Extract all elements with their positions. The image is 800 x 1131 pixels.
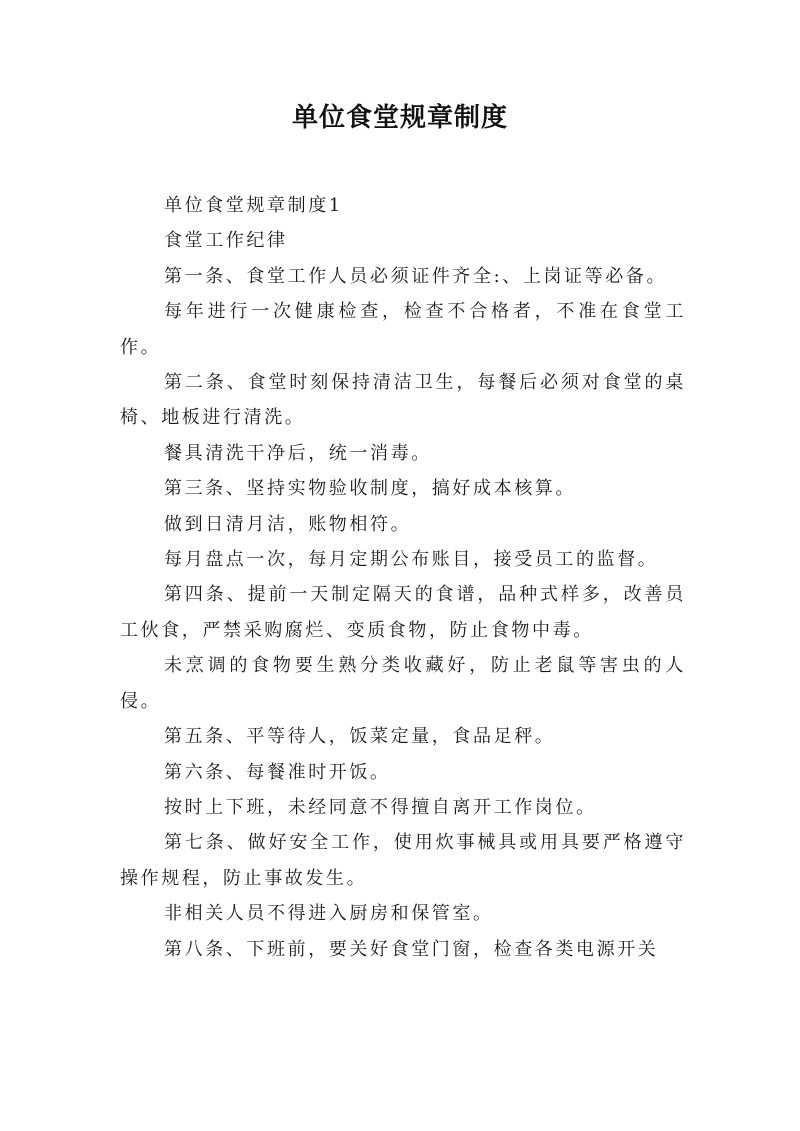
paragraph: 第三条、坚持实物验收制度，搞好成本核算。 [164, 478, 576, 500]
paragraph: 餐具清洗干净后，统一消毒。 [164, 442, 432, 464]
paragraph: 第八条、下班前，要关好食堂门窗，检查各类电源开关 [164, 938, 659, 960]
page-title: 单位食堂规章制度 [291, 103, 508, 133]
paragraph: 每月盘点一次，每月定期公布账目，接受员工的监督。 [164, 549, 659, 571]
paragraph: 按时上下班，未经同意不得擅自离开工作岗位。 [164, 796, 597, 818]
paragraph: 做到日清月洁，账物相符。 [164, 513, 412, 535]
paragraph: 第四条、提前一天制定隔天的食谱，品种式样多，改善员工伙食，严禁采购腐烂、变质食物，防止食物中毒。 [120, 584, 686, 641]
paragraph: 第一条、食堂工作人员必须证件齐全:、上岗证等必备。 [164, 265, 668, 287]
paragraph: 每年进行一次健康检查，检查不合格者，不准在食堂工作。 [120, 301, 686, 358]
document-body [120, 188, 686, 967]
paragraph: 未烹调的食物要生熟分类收藏好，防止老鼠等害虫的人侵。 [120, 655, 686, 712]
paragraph: 第七条、做好安全工作，使用炊事械具或用具要严格遵守操作规程，防止事故发生。 [120, 832, 686, 889]
paragraph: 第二条、食堂时刻保持清洁卫生，每餐后必须对食堂的桌椅、地板进行清洗。 [120, 372, 686, 429]
paragraph: 非相关人员不得进入厨房和保管室。 [164, 903, 494, 925]
paragraph: 第五条、平等待人，饭菜定量，食品足秤。 [164, 726, 556, 748]
paragraph-section-title: 食堂工作纪律 [164, 230, 288, 252]
paragraph-heading: 单位食堂规章制度1 [164, 195, 343, 216]
paragraph: 第六条、每餐准时开饭。 [164, 761, 391, 783]
